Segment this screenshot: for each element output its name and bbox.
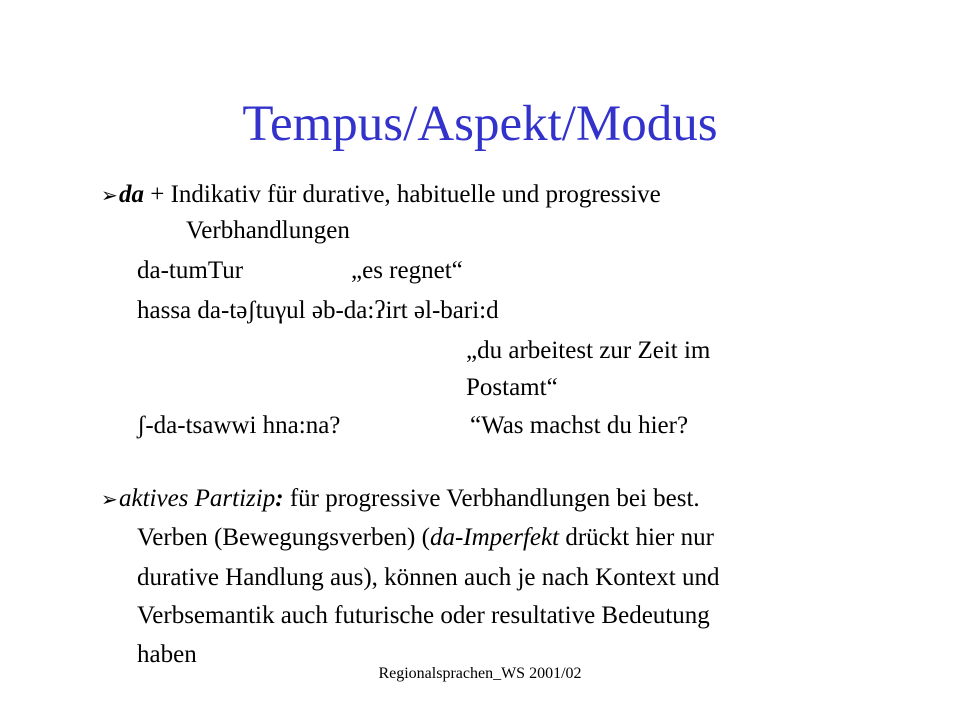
bullet2-text2c: drückt hier nur — [559, 524, 714, 551]
bullet2-line3: durative Handlung aus), können auch je nach Kontext und — [137, 564, 720, 591]
example2-form: hassa da-təʃtuγul əb-da:ʔirt əl-bari:d — [137, 297, 499, 324]
bullet2-text1: für progressive Verbhandlungen bei best. — [283, 485, 700, 512]
bullet1-line1 — [119, 180, 661, 210]
bullet1-text: Indikativ für durative, habituelle und progressive — [170, 181, 661, 208]
bullet2-line1 — [119, 484, 700, 514]
bullet1-line2: Verbhandlungen — [186, 217, 350, 244]
example1-form: da-tumTur — [137, 257, 244, 284]
bullet1-term: da — [119, 181, 144, 208]
example2-gloss-line2: Postamt“ — [466, 374, 558, 401]
example2-gloss-line1: „du arbeitest zur Zeit im — [466, 337, 711, 364]
example1-gloss: „es regnet“ — [351, 257, 463, 284]
slide-title: Tempus/Aspekt/Modus — [242, 96, 718, 152]
example3-form: ʃ-da-tsawwi hna:na? — [137, 412, 341, 439]
bullet2-text2a: Verben (Bewegungsverben) ( — [137, 524, 430, 551]
example3-gloss: “Was machst du hier? — [470, 412, 689, 439]
bullet2-line4: Verbsemantik auch futurische oder resultative Bedeutung — [137, 602, 710, 629]
bullet2-line2 — [137, 523, 714, 553]
bullet2-colon: : — [275, 485, 284, 512]
bullet1-plus: + — [144, 181, 171, 208]
bullet2-term: aktives Partizip — [119, 485, 276, 512]
bullet-arrow-icon: ➢ — [101, 489, 118, 511]
slide-footer: Regionalsprachen_WS 2001/02 — [378, 665, 582, 682]
bullet2-text2b: da-Imperfekt — [429, 524, 560, 551]
bullet-arrow-icon: ➢ — [101, 185, 118, 207]
bullet2-line5: haben — [137, 641, 197, 668]
